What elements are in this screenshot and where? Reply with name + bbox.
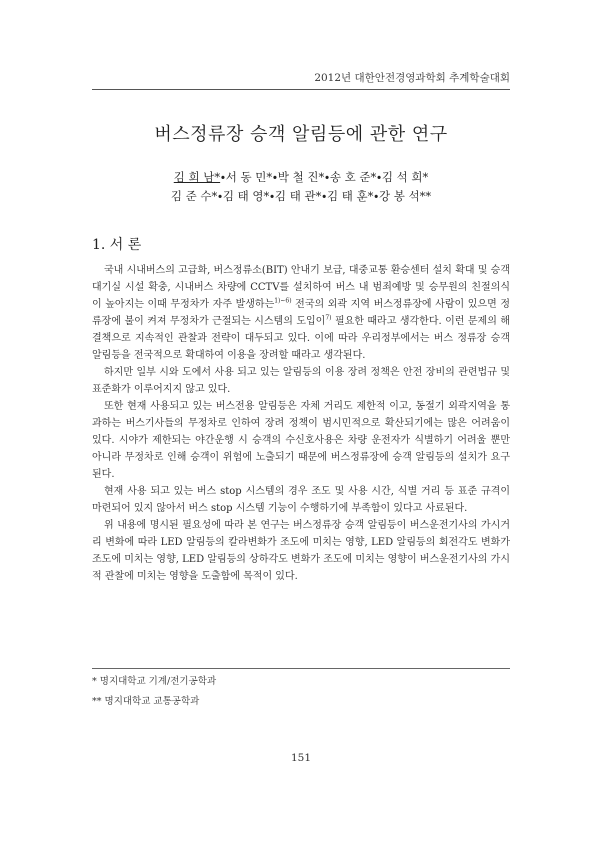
citation-1-6: 1)~6) [274, 297, 292, 305]
paragraph-5: 위 내용에 명시된 필요성에 따라 본 연구는 버스정류장 승객 알림등이 버스운전기사의 가시거리 변화에 따라 LED 알림등의 칼라변화가 조도에 미치는 영향, LED 알림등의 회전각도 변화가 조도에 미치는 영향, LED 알림등의 상하각도 변화가 조도에 미치는 영향이 버스운전기사의 가시적 관찰에 미치는 영향을 도출함에 목적이 있다. [92, 520, 510, 582]
footnote-divider [92, 668, 510, 669]
author-line-1 [92, 168, 510, 187]
running-header: 2012년 대한안전경영과학회 추계학술대회 [92, 70, 510, 90]
paragraph-1 [92, 262, 510, 364]
paper-title: 버스정류장 승객 알림등에 관한 연구 [154, 124, 448, 145]
footnote-2: ** 명지대학교 교통공학과 [92, 696, 200, 707]
paragraph-1-part-b: 전국의 외곽 지역 버스정류장에 사람이 있으면 정류장에 불이 켜져 무정차가 근절되는 시스템의 도입이 [92, 299, 510, 327]
page-number: 151 [290, 752, 312, 764]
paragraph-3: 또한 현재 사용되고 있는 버스전용 알림등은 자체 거리도 제한적 이고, 동절기 외곽지역을 통과하는 버스기사들의 무정차로 인하여 장려 정책이 범시민적으로 확산되기에는 많은 어려움이 있다. 시야가 제한되는 야간운행 시 승객의 수신호사용은 차량 운전자가 식별하기 어려울 뿐만 아니라 무정차로 인해 승객이 위험에 노출되기 때문에 버스정류장에 승객 알림등의 설치가 요구된다. [92, 401, 510, 480]
co-authors-line-1: ∙서 동 민*∙박 철 진*∙송 호 준*∙김 석 희* [220, 170, 429, 184]
paragraph-4: 현재 사용 되고 있는 버스 stop 시스템의 경우 조도 및 사용 시간, 식별 거리 등 표준 규격이 마련되어 있지 않아서 버스 stop 시스템 기능이 수행하기에 부족함이 있다고 사료된다. [92, 486, 510, 514]
paragraph-1-part-c: 필요한 때라고 생각한다. 이런 문제의 해결책으로 지속적인 관찰과 전략이 대두되고 있다. 이에 따라 우리정부에서는 버스 정류장 승객 알림등을 전국적으로 확대하여 이용을 장려할 때라고 생각된다. [92, 316, 511, 361]
section-heading: 1. 서 론 [92, 237, 142, 253]
paragraph-2: 하지만 일부 시와 도에서 사용 되고 있는 알림등의 이용 장려 정책은 안전 장비의 관련법규 및 표준화가 이루어지지 않고 있다. [92, 367, 510, 395]
footnote-1: * 명지대학교 기계/전기공학과 [92, 676, 217, 687]
author-line-2: 김 준 수*∙김 태 영*∙김 태 관*∙김 태 훈*∙강 봉 석** [170, 189, 432, 203]
first-author: 김 희 남* [173, 170, 221, 184]
paragraph-1-part-a: 국내 시내버스의 고급화, 버스정류소(BIT) 안내기 보급, 대중교통 환승센터 설치 확대 및 승객대기실 시설 확충, 시내버스 차량에 CCTV를 설치하여 버스 내 범죄예방 및 승무원의 친절의식이 높아지는 이때 무정차가 자주 발생하는 [92, 265, 510, 310]
body-text [92, 262, 510, 585]
author-list [92, 168, 510, 206]
footnotes [92, 672, 510, 712]
citation-7: 7) [325, 314, 332, 322]
